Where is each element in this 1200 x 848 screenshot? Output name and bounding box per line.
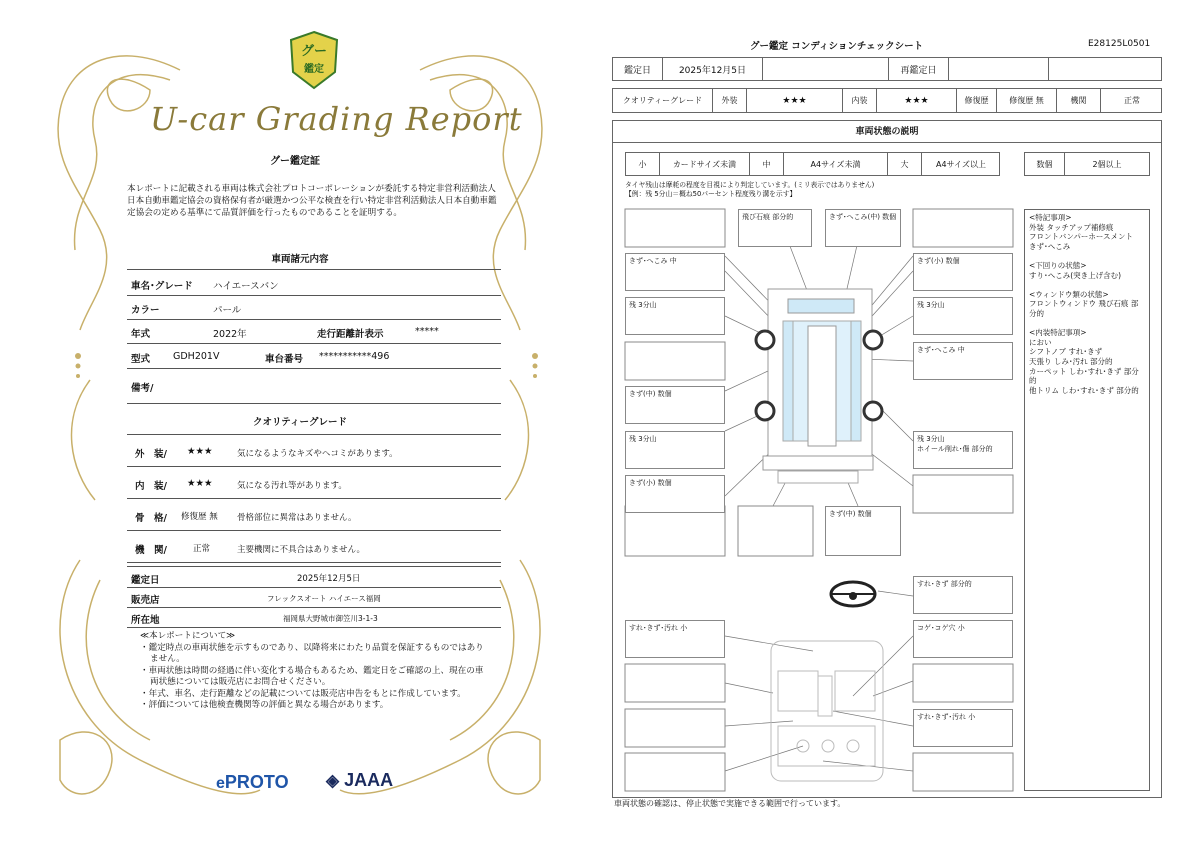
vehicle-condition-panel [612,120,1162,798]
label: 内装 [843,89,877,112]
memo-line: 外装 タッチアップ補修痕 [1029,222,1114,232]
memo-line: <下回りの状態> [1029,260,1087,270]
value: ***** [415,326,439,337]
callout-line: ホイール削れ･傷 部分的 [917,445,993,453]
legend-key: 小 [626,153,660,175]
callout: すれ･きず･汚れ 小 [625,620,725,658]
tire-note-line: タイヤ残山は摩耗の程度を目視により判定しています。(ミリ表示ではありません) [625,181,875,189]
desc: 気になるようなキズやヘコミがあります。 [237,449,398,459]
label: 外装 [713,89,747,112]
proto-logo-text: PROTO [224,772,289,792]
callout: 残 3分山 [625,297,725,335]
label: 所在地 [131,615,160,626]
callout: すれ･きず･汚れ 小 [913,709,1013,747]
tire-note-line: 【例：残 5分山＝概ね50パーセント程度残り溝を示す】 [625,190,797,198]
proto-mark-icon: e [216,775,225,792]
label: 骨 格/ [135,513,167,524]
sheet-id: E28125L0501 [1088,39,1151,49]
note-item: ・年式、車名、走行距離などの記載については販売店申告をもとに作成しています。 [140,688,466,699]
callout: 残 3分山 [913,297,1013,335]
jaaa-logo-text: JAAA [344,770,394,790]
label: 鑑定日 [131,575,160,586]
date-row [612,57,1162,81]
label: 備考/ [131,383,154,394]
desc: 主要機関に不具合はありません。 [237,545,366,555]
value: ***********496 [319,351,390,362]
label: 型式 [131,354,151,365]
certificate-title: グー鑑定証 [270,156,320,167]
value: パール [213,305,242,316]
callout: きず(小) 数個 [913,253,1013,291]
legend-value: A4サイズ以上 [936,159,986,169]
legend-value: カードサイズ未満 [660,153,750,175]
row-model [127,345,501,369]
memo-line [1029,251,1145,261]
legend-key: 中 [750,153,784,175]
desc: 骨格部位に異常はありません。 [237,513,357,523]
memo-line: フロントウィンドウ 飛び石痕 部分的 [1029,299,1139,318]
memo-line: <ウィンドウ類の状態> [1029,289,1109,299]
label: 外 装/ [135,449,167,460]
value: 福岡県大野城市御笠川3-1-3 [283,614,378,623]
label: 車名･グレード [131,281,193,292]
row-shop [127,588,501,608]
callout-line: 残 3分山 [917,435,945,443]
label: 車台番号 [265,354,304,365]
report-script-title: U-car Grading Report [150,100,523,138]
legend-value: 2個以上 [1092,159,1122,169]
divider [127,269,501,270]
steering-wheel-icon [831,582,875,606]
value: 修復歴 無 [181,512,218,522]
empty [949,58,1049,80]
value: GDH201V [173,351,220,362]
legend-value: A4サイズ未満 [784,153,888,175]
row-engine [127,533,501,563]
report-notes [140,631,490,712]
desc: 気になる汚れ等があります。 [237,481,347,491]
label: クオリティーグレード [613,89,713,112]
callout: きず(中) 数個 [825,506,901,556]
empty [763,58,889,80]
quality-section-title: クオリティーグレード [252,417,348,428]
certificate-intro: 本レポートに記載される車両は株式会社プロトコーポレーションが委託する特定非営利活動法人日本自動車鑑定協会の資格保有者が厳選かつ公平な検査を行い特定非営利活動法人日本自動車鑑定協会の定める基準にて品質評価を行ったものであることを証明する。 [127,184,497,218]
legend-key: 大 [888,153,922,175]
badge-text-1: グー [300,44,327,59]
value: ★★★ [877,89,957,112]
memo-line: におい [1029,337,1052,347]
notes-title: ≪本レポートについて≫ [140,631,236,641]
badge-text-2: 鑑定 [304,64,324,75]
label: 機 関/ [135,545,167,556]
van-interior-view [771,641,883,781]
value: フレックスオート ハイエース福岡 [267,594,381,603]
note-item: ・評価については他検査機関等の評価と異なる場合があります。 [140,700,389,710]
callout: 飛び石痕 部分的 [738,209,812,247]
legend-key: 数個 [1025,153,1065,175]
label: 販売店 [131,595,160,606]
memo-line: 天張り しみ･汚れ 部分的 [1029,356,1113,366]
proto-logo [216,772,289,793]
value: ★★★ [187,446,213,457]
callout [913,431,1013,469]
memo-line: シフトノブ すれ･きず [1029,347,1103,357]
callout: きず･へこみ 中 [913,342,1013,380]
memo-line: 他トリム しわ･すれ･きず 部分的 [1029,385,1139,395]
callout: コゲ･コゲ穴 小 [913,620,1013,658]
row-year [127,320,501,344]
note-item: ・車両状態は時間の経過に伴い変化する場合もあるため、鑑定日をご確認の上、現在の車両状態については販売店にお問合せください。 [140,665,484,687]
note-item: ・鑑定時点の車両状態を示すものであり、以降将来にわたり品質を保証するものではありません。 [140,642,484,664]
quality-row [612,88,1162,113]
section-title: 車両状態の説明 [613,121,1161,143]
row-exterior [127,437,501,467]
row-frame [127,501,501,531]
row-car-name [127,272,501,296]
label: 再鑑定日 [889,58,949,80]
van-top-view [756,289,882,483]
jaaa-mark-icon: ◈ [326,771,340,790]
label: 走行距離計表示 [317,329,384,340]
goo-kantei-badge [287,30,341,90]
sheet-footer: 車両状態の確認は、停止状態で実施できる範囲で行っています。 [614,799,846,808]
label: カラー [131,305,160,316]
value: 2025年12月5日 [663,58,763,80]
value: 正常 [1124,96,1140,105]
memo-line: すり･へこみ(突き上げ含む) [1029,270,1122,280]
callout: きず･へこみ(中) 数個 [825,209,901,247]
callout: きず(中) 数個 [625,386,725,424]
row-address [127,608,501,628]
row-grading-date [127,566,501,588]
spec-section-title: 車両諸元内容 [271,254,329,265]
memo-line: <特記事項> [1029,213,1072,222]
condition-sheet-page [600,0,1200,848]
value: ★★★ [187,478,213,489]
row-interior [127,469,501,499]
special-notes-panel [1024,209,1150,791]
value: 2025年12月5日 [297,574,361,584]
memo-line: カーペット しわ･すれ･きず 部分的 [1029,366,1139,386]
divider [127,434,501,435]
label: 機関 [1057,89,1101,112]
value: ★★★ [747,89,843,112]
callout: 残 3分山 [625,431,725,469]
memo-line: きず･へこみ [1029,241,1071,251]
memo-line: <内装特記事項> [1029,328,1087,338]
value: ハイエースバン [213,281,279,292]
value: 正常 [193,544,211,554]
row-remarks [127,370,501,404]
label: 年式 [131,329,151,340]
label: 鑑定日 [613,58,663,80]
memo-line: フロントバンパーホースメント [1029,232,1133,242]
label: 修復歴 [957,89,997,112]
callout: きず･へこみ 中 [625,253,725,291]
value: 修復歴 無 [997,89,1057,112]
label: 内 装/ [135,481,167,492]
value: 2022年 [213,329,247,340]
memo-line [1029,280,1145,290]
row-color [127,296,501,320]
jaaa-logo [326,770,393,791]
callout: すれ･きず 部分的 [913,576,1013,614]
memo-line [1029,319,1145,329]
sheet-title: グー鑑定 コンディションチェックシート [750,41,924,52]
callout: きず(小) 数個 [625,475,725,513]
